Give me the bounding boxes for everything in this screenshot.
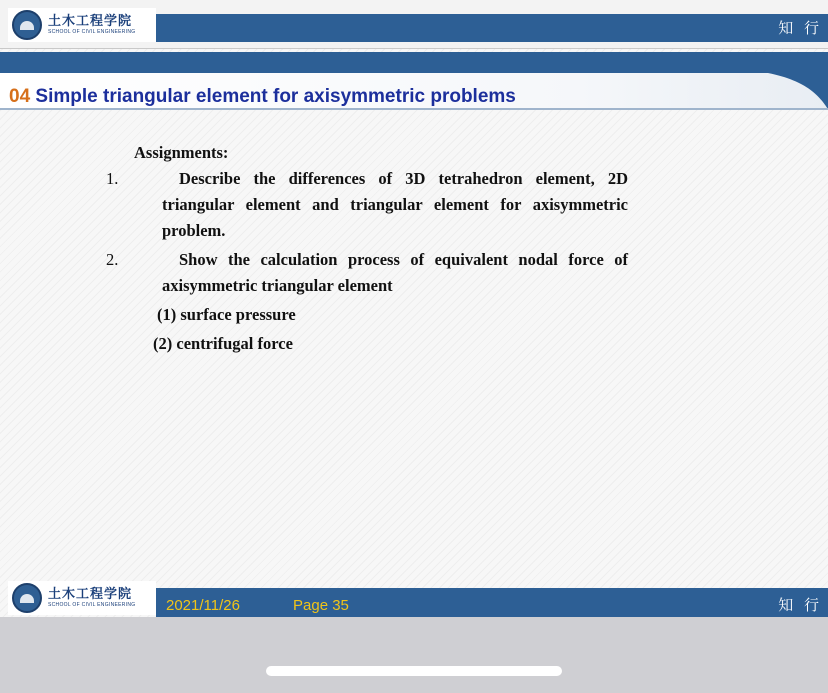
logo-chinese-name: 土木工程学院 [48,14,133,29]
header-bar [156,14,828,42]
school-seal-icon [12,10,42,40]
school-logo [8,8,156,42]
list-item-text: Show the calculation process of equivalent nodal force of axisymmetric triangular element [162,250,628,295]
logo-chinese-name: 土木工程学院 [48,587,133,602]
logo-english-name: SCHOOL OF CIVIL ENGINEERING [48,29,136,35]
logo-text [48,14,135,36]
logo-text [48,587,135,609]
footer-date: 2021/11/26 [166,597,240,614]
list-item-number: 1. [106,169,119,188]
school-seal-icon [12,583,42,613]
footer-page-number: Page 35 [293,597,349,614]
slide-title [9,86,516,108]
section-number: 04 [9,86,31,107]
header-watermark: 知 行 [778,19,822,37]
sub-item-centrifugal-force: (2) centrifugal force [153,334,293,353]
title-top-band [0,52,828,73]
slide-header [0,0,828,49]
home-indicator[interactable] [266,666,562,676]
list-item-number: 2. [106,250,119,269]
sub-item-surface-pressure: (1) surface pressure [157,305,296,324]
title-underline [0,108,828,110]
list-item-text: Describe the differences of 3D tetrahedron element, 2D triangular element and triangular element for axisymmetric problem. [162,169,628,240]
footer-bar [156,588,828,617]
footer-school-logo [8,581,156,615]
logo-english-name: SCHOOL OF CIVIL ENGINEERING [48,602,136,608]
footer-watermark: 知 行 [778,596,822,614]
title-band-curve [768,73,828,109]
assignments-heading: Assignments: [134,143,229,162]
slide-title-text: Simple triangular element for axisymmetric problems [35,86,516,107]
